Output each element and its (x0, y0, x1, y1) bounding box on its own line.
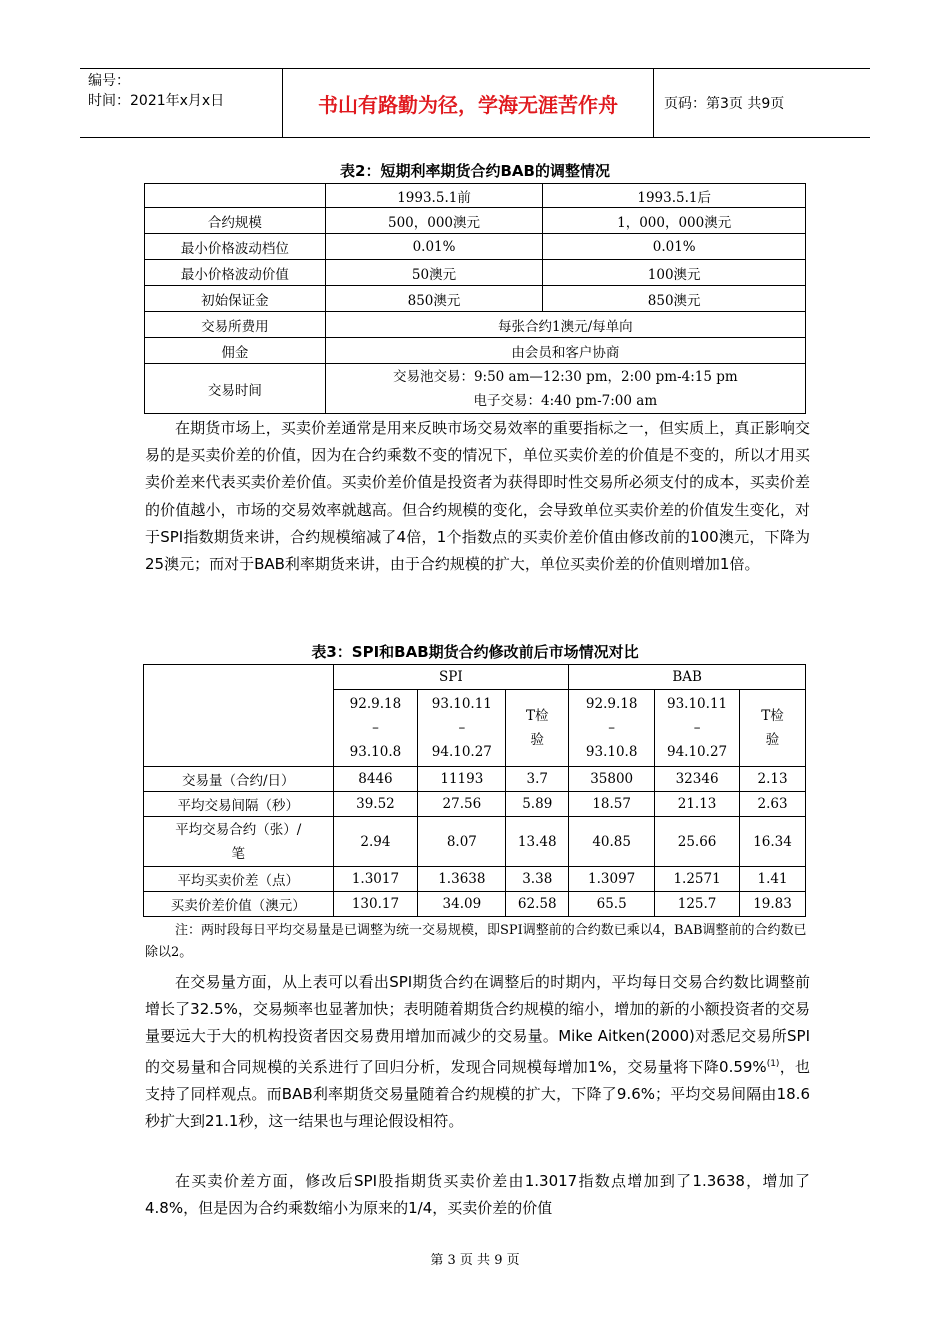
table-cell: 1.3017 (333, 867, 418, 892)
row-label: 合约规模 (145, 208, 326, 234)
table2-caption: 表2：短期利率期货合约BAB的调整情况 (340, 162, 610, 180)
row-label: 最小价格波动档位 (145, 234, 326, 260)
period-start: 92.9.18 (585, 696, 638, 712)
period-after-header (418, 690, 506, 767)
table-row (144, 817, 806, 867)
table-cell: 8446 (333, 767, 418, 792)
table-cell: 27.56 (418, 792, 506, 817)
paragraph-text: 在期货市场上，买卖价差通常是用来反映市场交易效率的重要指标之一，但实质上，真正影响交易的是买卖价差的价值，因为在合约乘数不变的情况下，单位买卖价差的价值是不变的，所以才用买卖价差来代表买卖价差价值。买卖价差价值是投资者为获得即时性交易所必须支付的成本，买卖价差的价值越小，市场的交易效率就越高。但合约规模的变化，会导致单位买卖价差的价值发生变化，对于SPI指数期货来讲，合约规模缩减了4倍，1个指数点的买卖价差价值由修改前的100澳元，下降为25澳元；而对于BAB利率期货来讲，由于合约规模的扩大，单位买卖价差的价值则增加1倍。 (145, 419, 810, 574)
row-label: 交易所费用 (145, 312, 326, 338)
table-cell: 130.17 (333, 892, 418, 917)
cell-after: 100澳元 (543, 260, 806, 286)
table-cell: 25.66 (655, 817, 740, 867)
table3 (143, 664, 806, 917)
table-cell: 5.89 (506, 792, 569, 817)
table-row (145, 364, 806, 414)
table-cell: 21.13 (655, 792, 740, 817)
table-note (145, 920, 810, 964)
table-cell: 2.94 (333, 817, 418, 867)
t-test-header (506, 690, 569, 767)
paragraph-text: 在买卖价差方面，修改后SPI股指期货买卖价差由1.3017指数点增加到了1.3638，增加了4.8%，但是因为合约乘数缩小为原来的1/4，买卖价差的价值 (145, 1172, 810, 1218)
t-test-label-b: 验 (530, 732, 544, 748)
header-motto: 书山有路勤为径，学海无涯苦作舟 (283, 69, 654, 137)
row-label: 最小价格波动价值 (145, 260, 326, 286)
date-label: 时间：2021年x月x日 (88, 93, 225, 109)
cell-before: 500，000澳元 (325, 208, 543, 234)
period-before-header (333, 690, 418, 767)
t-test-label-a: T检 (761, 708, 784, 724)
table-cell (144, 665, 334, 767)
table-cell: 3.7 (506, 767, 569, 792)
row-label: 平均交易间隔（秒） (144, 792, 334, 817)
table-cell: 125.7 (655, 892, 740, 917)
table-cell: 1.41 (740, 867, 806, 892)
table-row (145, 338, 806, 364)
footnote-ref: (1) (766, 1058, 780, 1069)
fee-value: 每张合约1澳元/每单向 (325, 312, 805, 338)
t-test-label-a: T检 (526, 708, 549, 724)
period-before-header (569, 690, 655, 767)
paragraph-text (145, 969, 810, 1135)
table-row (144, 767, 806, 792)
period-end: 94.10.27 (667, 744, 728, 760)
table-cell (145, 184, 326, 208)
period-dash: – (693, 720, 701, 736)
header-left (80, 69, 283, 137)
period-end: 94.10.27 (431, 744, 492, 760)
table-cell: 3.38 (506, 867, 569, 892)
period-dash: – (458, 720, 466, 736)
group-header-spi: SPI (333, 665, 569, 690)
table2-col-before: 1993.5.1前 (325, 184, 543, 208)
row-label: 交易量（合约/日） (144, 767, 334, 792)
table-row (144, 665, 806, 690)
trading-time-electronic: 电子交易：4:40 pm-7:00 am (473, 392, 658, 409)
period-after-header (655, 690, 740, 767)
paragraph-text-part: 在交易量方面，从上表可以看出SPI期货合约在调整后的时期内，平均每日交易合约数比调整前增长了32.5%，交易频率也显著加快；表明随着期货合约规模的缩小，增加的新的小额投资者的交易量要远大于大的机构投资者因交易费用增加而减少的交易量。Mike Aitken(2000)对悉尼交易所SPI的交易量和合同规模的关系进行了回归分析，发现合同规模每增加1%，交易量将下降0.59% (145, 973, 810, 1076)
period-dash: – (608, 720, 616, 736)
row-label: 买卖价差价值（澳元） (144, 892, 334, 917)
cell-before: 0.01% (325, 234, 543, 260)
t-test-label-b: 验 (765, 732, 780, 748)
table-row (145, 234, 806, 260)
page-footer: 第 3 页 共 9 页 (430, 1253, 520, 1268)
table-row (145, 184, 806, 208)
header-page-info: 页码：第3页 共9页 (664, 96, 785, 112)
table-cell: 16.34 (740, 817, 806, 867)
cell-before: 50澳元 (325, 260, 543, 286)
row-label: 交易时间 (145, 364, 326, 414)
table-cell: 1.3638 (418, 867, 506, 892)
table-cell: 34.09 (418, 892, 506, 917)
table-cell: 19.83 (740, 892, 806, 917)
period-start: 93.10.11 (667, 696, 728, 712)
row-label: 佣金 (145, 338, 326, 364)
table-cell: 1.2571 (655, 867, 740, 892)
commission-value: 由会员和客户协商 (325, 338, 805, 364)
table-cell: 8.07 (418, 817, 506, 867)
cell-before: 850澳元 (325, 286, 543, 312)
table-row (144, 792, 806, 817)
table-row (145, 312, 806, 338)
period-end: 93.10.8 (349, 744, 402, 760)
cell-after: 0.01% (543, 234, 806, 260)
row-label: 平均买卖价差（点） (144, 867, 334, 892)
paragraph-1 (145, 415, 810, 578)
table-cell: 18.57 (569, 792, 655, 817)
row-label-line: 笔 (231, 845, 245, 862)
table-cell: 39.52 (333, 792, 418, 817)
table-cell: 2.63 (740, 792, 806, 817)
cell-after: 1，000，000澳元 (543, 208, 806, 234)
table-cell: 2.13 (740, 767, 806, 792)
table-row (144, 867, 806, 892)
trading-time-value (325, 364, 805, 414)
paragraph-text-part: ，也支持了同样观点。而BAB利率期货交易量随着合约规模的扩大，下降了9.6%；平均交易间隔由18.6秒扩大到21.1秒，这一结果也与理论假设相符。 (145, 1057, 810, 1131)
table-cell: 62.58 (506, 892, 569, 917)
t-test-header (740, 690, 806, 767)
period-dash: – (372, 720, 379, 736)
period-start: 92.9.18 (349, 696, 402, 712)
serial-label: 编号： (88, 73, 130, 89)
group-header-bab: BAB (569, 665, 806, 690)
trading-time-pit: 交易池交易：9:50 am—12:30 pm，2:00 pm-4:15 pm (392, 368, 738, 385)
table-cell: 1.3097 (569, 867, 655, 892)
cell-after: 850澳元 (543, 286, 806, 312)
table2 (144, 183, 806, 414)
table-cell: 35800 (569, 767, 655, 792)
note-text: 注：两时段每日平均交易量是已调整为统一交易规模，即SPI调整前的合约数已乘以4，BAB调整前的合约数已除以2。 (145, 923, 807, 960)
table-row (145, 260, 806, 286)
period-end: 93.10.8 (585, 744, 638, 760)
table-row (145, 286, 806, 312)
row-label (144, 817, 334, 867)
paragraph-3 (145, 1168, 810, 1222)
table-row (144, 892, 806, 917)
table-cell: 11193 (418, 767, 506, 792)
row-label-line: 平均交易合约（张）/ (175, 821, 302, 838)
period-start: 93.10.11 (431, 696, 492, 712)
table-cell: 13.48 (506, 817, 569, 867)
table2-col-after: 1993.5.1后 (543, 184, 806, 208)
table-cell: 32346 (655, 767, 740, 792)
table-row (145, 208, 806, 234)
table-cell: 65.5 (569, 892, 655, 917)
table-cell: 40.85 (569, 817, 655, 867)
paragraph-2 (145, 969, 810, 1135)
row-label: 初始保证金 (145, 286, 326, 312)
page-header (80, 68, 870, 138)
table3-caption: 表3：SPI和BAB期货合约修改前后市场情况对比 (311, 643, 639, 661)
